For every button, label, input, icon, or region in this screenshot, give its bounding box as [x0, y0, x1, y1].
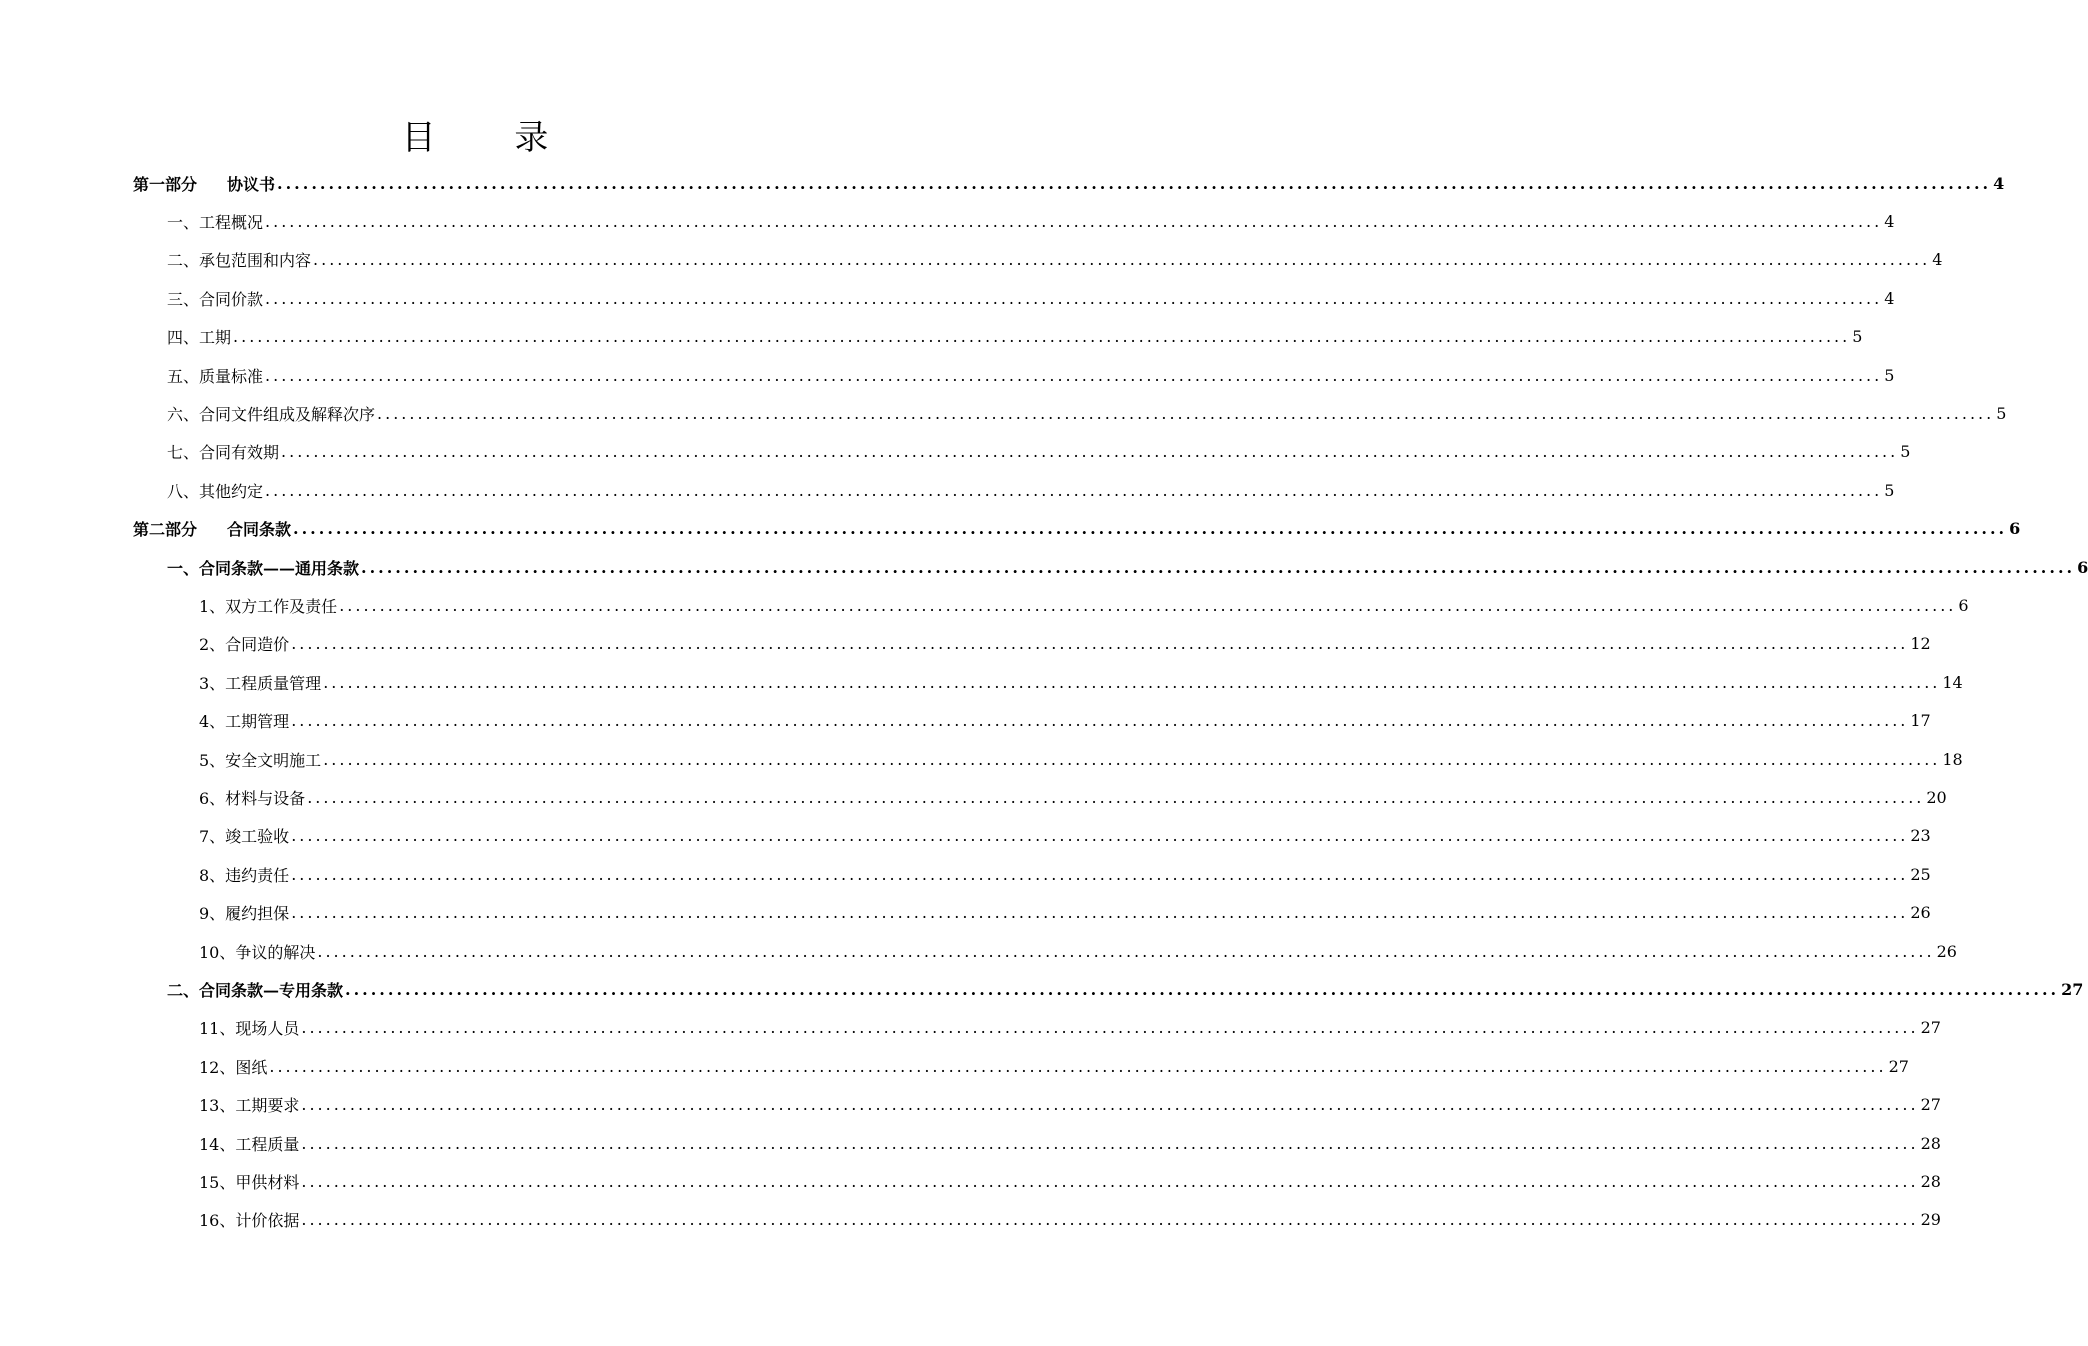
- toc-entry[interactable]: [199, 625, 1931, 663]
- toc-entry[interactable]: [199, 778, 1947, 816]
- toc-entry[interactable]: [167, 356, 1895, 394]
- toc-entry-label: 9、履约担保: [199, 904, 290, 924]
- toc-part-title: 合同条款: [227, 520, 292, 540]
- toc-leader-dots: ........................................................................................................................................................................................................: [281, 442, 1899, 462]
- toc-leader-dots: ........................................................................................................................................................................................................: [291, 826, 1909, 846]
- toc-entry-label: 15、甲供材料: [199, 1172, 300, 1192]
- toc-entry[interactable]: [199, 894, 1931, 932]
- toc-page-number: 18: [1942, 749, 1963, 769]
- toc-entry[interactable]: [199, 586, 1969, 624]
- toc-entry-label: 四、工期: [167, 328, 232, 348]
- toc-entry-label: 14、工程质量: [199, 1134, 300, 1154]
- toc-entry-label: 七、合同有效期: [167, 443, 280, 463]
- toc-leader-dots: ........................................................................................................................................................................................................: [301, 1018, 1919, 1038]
- toc-entry[interactable]: [199, 1162, 1941, 1200]
- toc-entry[interactable]: [199, 663, 1963, 701]
- toc-leader-dots: ........................................................................................................................................................................................................: [307, 787, 1925, 807]
- toc-page-number: 28: [1920, 1133, 1941, 1153]
- toc-entry-label: 16、计价依据: [199, 1211, 300, 1231]
- toc-entry-label: 6、材料与设备: [199, 788, 306, 808]
- toc-page-number: 5: [1900, 442, 1911, 462]
- toc-entry-label: [133, 517, 291, 540]
- toc-leader-dots: ........................................................................................................................................................................................................: [313, 250, 1931, 270]
- toc-entry[interactable]: [167, 394, 2007, 432]
- toc-leader-dots: ........................................................................................................................................................................................................: [265, 365, 1883, 385]
- toc-leader-dots: ........................................................................................................................................................................................................: [301, 1210, 1919, 1230]
- toc-entry[interactable]: [133, 510, 2021, 548]
- toc-entry-label: 八、其他约定: [167, 481, 264, 501]
- toc-entry[interactable]: [133, 164, 2005, 202]
- toc-leader-dots: ........................................................................................................................................................................................................: [323, 672, 1941, 692]
- toc-page-number: 28: [1920, 1171, 1941, 1191]
- toc-entry-label: 一、合同条款——通用条款: [167, 558, 360, 578]
- toc-entry[interactable]: [199, 817, 1931, 855]
- toc-entry-label: 11、现场人员: [199, 1019, 300, 1039]
- toc-page-number: 5: [1852, 327, 1863, 347]
- toc-page-number: 27: [2061, 979, 2084, 999]
- toc-leader-dots: ........................................................................................................................................................................................................: [265, 211, 1883, 231]
- toc-entry[interactable]: [199, 1124, 1941, 1162]
- toc-page-number: 27: [1888, 1056, 1909, 1076]
- toc-leader-dots: ........................................................................................................................................................................................................: [301, 1133, 1919, 1153]
- page-title: 目 录: [401, 118, 583, 158]
- toc-page-number: 6: [2009, 519, 2021, 539]
- toc-entry[interactable]: [167, 241, 1943, 279]
- toc-entry-label: 13、工期要求: [199, 1096, 300, 1116]
- toc-entry[interactable]: [199, 855, 1931, 893]
- toc-leader-dots: ........................................................................................................................................................................................................: [291, 634, 1909, 654]
- toc-entry[interactable]: [199, 1086, 1941, 1124]
- toc-leader-dots: ........................................................................................................................................................................................................: [323, 749, 1941, 769]
- toc-entry-label: 三、合同价款: [167, 289, 264, 309]
- toc-page-number: 25: [1910, 864, 1931, 884]
- toc-entry-label: 8、违约责任: [199, 865, 290, 885]
- toc-entry[interactable]: [199, 702, 1931, 740]
- toc-part-number: 第二部分: [133, 520, 198, 540]
- toc-page-number: 17: [1910, 711, 1931, 731]
- toc-leader-dots: ........................................................................................................................................................................................................: [291, 711, 1909, 731]
- toc-leader-dots: ........................................................................................................................................................................................................: [301, 1095, 1919, 1115]
- toc-entry[interactable]: [167, 548, 2088, 586]
- toc-page-number: 4: [1993, 173, 2005, 193]
- toc-part-title: 协议书: [227, 174, 276, 194]
- toc-entry[interactable]: [167, 433, 1911, 471]
- toc-entry[interactable]: [199, 1009, 1941, 1047]
- toc-leader-dots: ........................................................................................................................................................................................................: [269, 1056, 1887, 1076]
- toc-leader-dots: ........................................................................................................................................................................................................: [277, 173, 1992, 193]
- toc-entry-label: 二、合同条款—专用条款: [167, 980, 344, 1000]
- toc-entry-label: 六、合同文件组成及解释次序: [167, 404, 376, 424]
- toc-entry[interactable]: [167, 202, 1895, 240]
- toc-entry[interactable]: [199, 1047, 1909, 1085]
- toc-leader-dots: ........................................................................................................................................................................................................: [339, 595, 1957, 615]
- toc-page-number: 27: [1920, 1095, 1941, 1115]
- toc-entry[interactable]: [167, 471, 1895, 509]
- toc-leader-dots: ........................................................................................................................................................................................................: [265, 480, 1883, 500]
- toc-entry-label: 五、质量标准: [167, 366, 264, 386]
- toc-entry-label: 二、承包范围和内容: [167, 251, 312, 271]
- toc-entry[interactable]: [199, 1201, 1941, 1239]
- toc-page-number: 5: [1884, 480, 1895, 500]
- toc-page-number: 29: [1920, 1210, 1941, 1230]
- toc-entry[interactable]: [199, 740, 1963, 778]
- toc-page-number: 26: [1936, 941, 1957, 961]
- toc-leader-dots: ........................................................................................................................................................................................................: [265, 288, 1883, 308]
- toc-entry-label: 10、争议的解决: [199, 942, 316, 962]
- toc-leader-dots: ........................................................................................................................................................................................................: [291, 903, 1909, 923]
- toc-leader-dots: ........................................................................................................................................................................................................: [377, 403, 1995, 423]
- toc-entry-label: 3、工程质量管理: [199, 673, 322, 693]
- toc-page-number: 4: [1884, 288, 1895, 308]
- toc-leader-dots: ........................................................................................................................................................................................................: [317, 941, 1935, 961]
- toc-entry-label: 7、竣工验收: [199, 827, 290, 847]
- toc-page-number: 23: [1910, 826, 1931, 846]
- toc-page-number: 14: [1942, 672, 1963, 692]
- toc-page-number: 5: [1884, 365, 1895, 385]
- toc-entry-label: 2、合同造价: [199, 635, 290, 655]
- toc-page-number: 27: [1920, 1018, 1941, 1038]
- toc-entry[interactable]: [199, 932, 1957, 970]
- toc-part-number: 第一部分: [133, 174, 198, 194]
- toc-entry[interactable]: [167, 318, 1863, 356]
- toc-page-number: 6: [1958, 595, 1969, 615]
- toc-entry[interactable]: [167, 279, 1895, 317]
- toc-leader-dots: ........................................................................................................................................................................................................: [301, 1171, 1919, 1191]
- toc-leader-dots: ........................................................................................................................................................................................................: [345, 979, 2060, 999]
- toc-entry-label: 4、工期管理: [199, 712, 290, 732]
- toc-leader-dots: ........................................................................................................................................................................................................: [361, 557, 2076, 577]
- toc-entry-label: 12、图纸: [199, 1057, 268, 1077]
- toc-page-number: 4: [1884, 211, 1895, 231]
- toc-page-number: 5: [1996, 403, 2007, 423]
- toc-entry-label: 5、安全文明施工: [199, 750, 322, 770]
- toc-leader-dots: ........................................................................................................................................................................................................: [233, 327, 1851, 347]
- toc-page-number: 20: [1926, 787, 1947, 807]
- toc-leader-dots: ........................................................................................................................................................................................................: [293, 519, 2008, 539]
- toc-entry-label: 一、工程概况: [167, 212, 264, 232]
- toc-page-number: 12: [1910, 634, 1931, 654]
- toc-entry-label: 1、双方工作及责任: [199, 596, 338, 616]
- toc-leader-dots: ........................................................................................................................................................................................................: [291, 864, 1909, 884]
- toc-page-number: 26: [1910, 903, 1931, 923]
- toc-entry-label: [133, 172, 275, 195]
- toc-entry[interactable]: [167, 970, 2084, 1008]
- toc-page-number: 6: [2077, 557, 2088, 577]
- toc-page-number: 4: [1932, 250, 1943, 270]
